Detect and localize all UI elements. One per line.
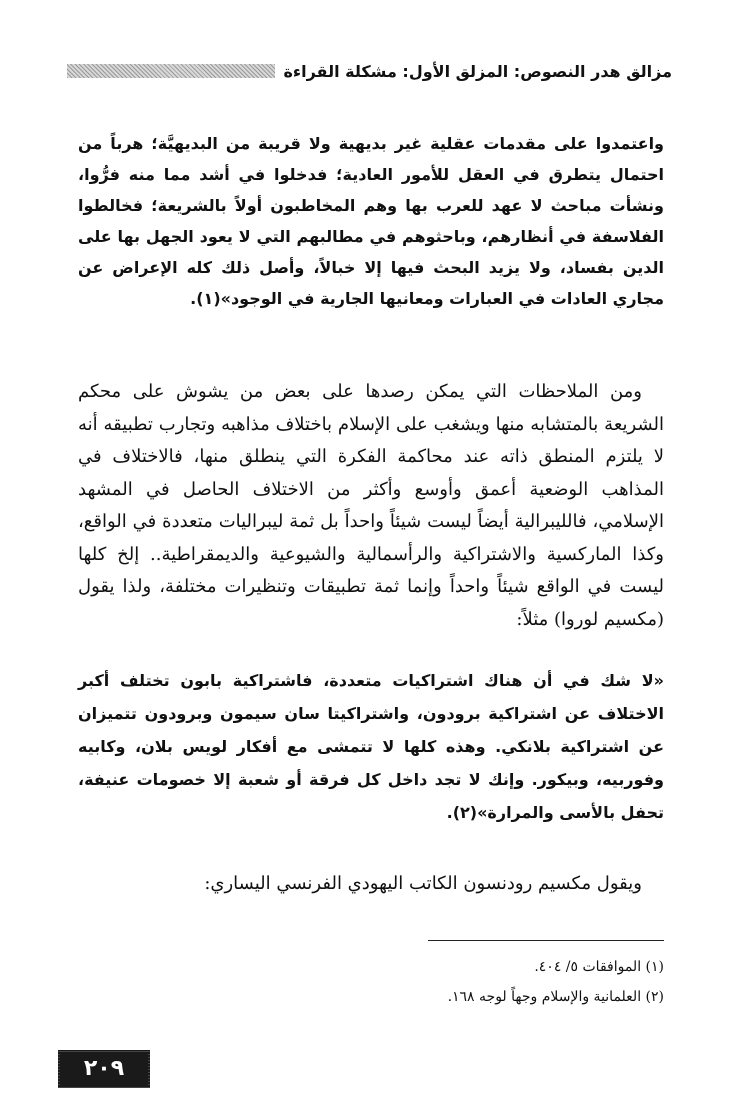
body-paragraph-intro: ويقول مكسيم رودنسون الكاتب اليهودي الفرنسي اليساري: [204, 873, 642, 894]
footnote-separator [428, 940, 664, 941]
footnote-1: (١) الموافقات ٥/ ٤٠٤. [534, 959, 664, 975]
header-decorative-bar [67, 64, 275, 78]
page-number: ٢٠٩ [60, 1052, 148, 1086]
footnotes [78, 952, 664, 1012]
quote-continuation-paragraph: واعتمدوا على مقدمات عقلية غير بديهية ولا قريبة من البديهيَّة؛ هرباً من احتمال يتطرق في العقل للأمور العادية؛ فدخلوا في أشد مما منه فرُّوا، ونشأت مباحث لا عهد للعرب بها وهم المخاطبون أولاً بالشريعة؛ فخالطوا الفلاسفة في أنظارهم، وباحثوهم في مطالبهم التي لا يعود الجهل بها على الدين بفساد، ولا يزيد البحث فيها إلا خبالاً، وأصل ذلك كله الإعراض عن مجاري العادات في العبارات ومعانيها الجارية في الوجود»(١). [78, 134, 664, 308]
running-title: مزالق هدر النصوص: المزلق الأول: مشكلة القراءة [283, 61, 672, 81]
footnote-2: (٢) العلمانية والإسلام وجهاً لوجه ١٦٨. [447, 989, 664, 1005]
block-quote-paragraph: «لا شك في أن هناك اشتراكيات متعددة، فاشتراكية بابون تختلف أكبر الاختلاف عن اشتراكية برودون، واشتراكيتا سان سيمون وبرودون تتميزان عن اشتراكية بلانكي. وهذه كلها لا تتمشى مع أفكار لويس بلان، وكابيه وفوربيه، وبيكور. وإنك لا تجد داخل كل فرقة أو شعبة إلا خصومات عنيفة، تحفل بالأسى والمرارة»(٢). [78, 671, 664, 822]
running-header [67, 58, 672, 84]
body-paragraph: ومن الملاحظات التي يمكن رصدها على بعض من يشوش على محكم الشريعة بالمتشابه منها ويشغب على الإسلام باختلاف مذاهبه وتجارب تطبيقه أنه لا يلتزم المنطق ذاته عند محاكمة الفكرة التي ينطلق منها، فالاختلاف في المذاهب الوضعية أعمق وأوسع وأكثر من الاختلاف الحاصل في المشهد الإسلامي، فالليبرالية أيضاً ليست شيئاً واحداً بل ثمة ليبراليات متعددة في الواقع، وكذا الماركسية والاشتراكية والرأسمالية والشيوعية والديمقراطية.. إلخ كلها ليست في الواقع شيئاً واحداً وإنما ثمة تطبيقات وتنظيرات مختلفة، ولذا يقول (مكسيم لوروا) مثلاً: [78, 381, 664, 630]
